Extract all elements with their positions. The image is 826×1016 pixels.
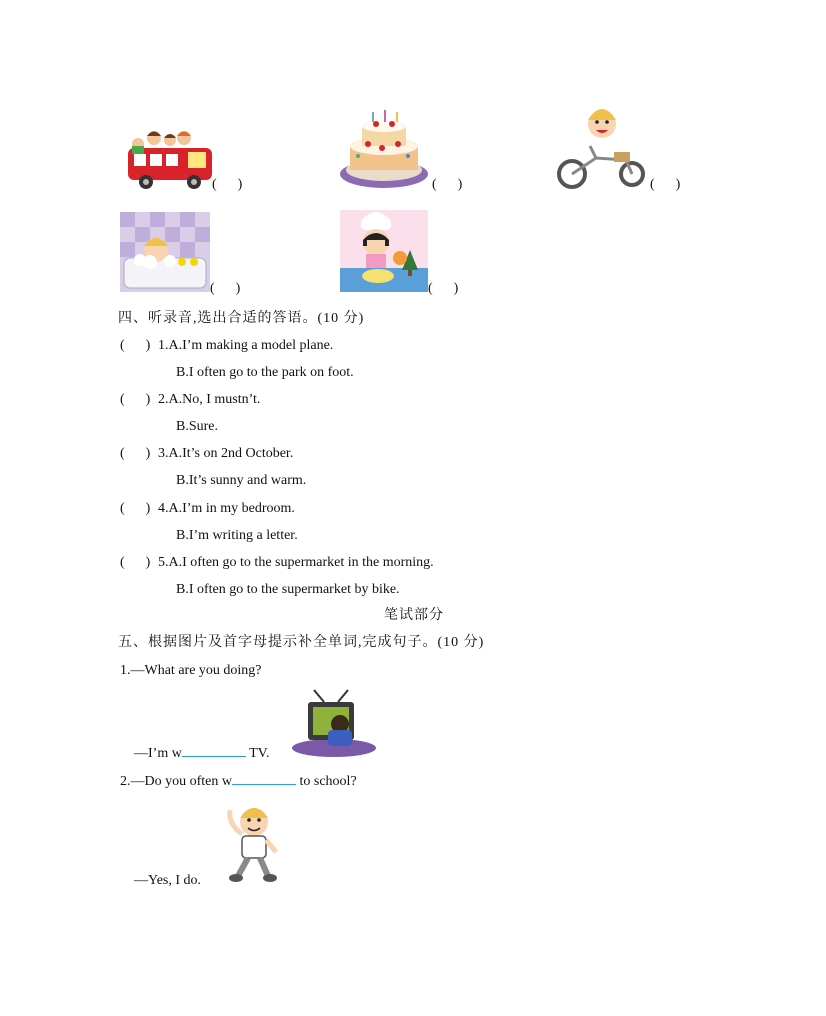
q1-option-b: B.I often go to the park on foot. <box>176 365 354 380</box>
q5-paren[interactable]: ( ) <box>120 555 151 570</box>
q5-option-a: 5.A.I often go to the supermarket in the morning. <box>158 555 434 570</box>
q3-option-b: B.It’s sunny and warm. <box>176 473 307 488</box>
s5-q2-question-post: to school? <box>296 774 357 789</box>
q1-option-a: 1.A.I’m making a model plane. <box>158 338 334 353</box>
watching-tv-picture <box>290 688 378 758</box>
walking-boy-picture <box>222 800 282 884</box>
answer-paren-bike[interactable]: ( ) <box>650 177 681 192</box>
bike-picture <box>556 102 652 190</box>
bus-picture <box>118 124 214 190</box>
q3-option-a: 3.A.It’s on 2nd October. <box>158 446 294 461</box>
s5-q2-answer: —Yes, I do. <box>134 873 202 888</box>
q3-paren[interactable]: ( ) <box>120 446 151 461</box>
bath-picture <box>120 212 210 292</box>
bus-icon <box>118 124 214 190</box>
q1-paren[interactable]: ( ) <box>120 338 151 353</box>
q4-paren[interactable]: ( ) <box>120 501 151 516</box>
s5-q1-blank[interactable] <box>182 744 246 757</box>
cooking-picture <box>340 210 428 292</box>
girl-cooking-icon <box>340 210 428 292</box>
answer-paren-cooking[interactable]: ( ) <box>428 281 459 296</box>
section5-heading: 五、根据图片及首字母提示补全单词,完成句子。(10 分) <box>118 635 485 650</box>
boy-watching-tv-icon <box>290 688 378 758</box>
q2-option-b: B.Sure. <box>176 419 218 434</box>
q4-option-b: B.I’m writing a letter. <box>176 528 298 543</box>
section4-heading: 四、听录音,选出合适的答语。(10 分) <box>118 311 365 326</box>
s5-q1-answer-post: TV. <box>245 746 270 761</box>
boy-riding-bike-icon <box>556 102 652 190</box>
s5-q2-question-pre: 2.—Do you often w <box>120 774 232 789</box>
boy-walking-icon <box>222 800 282 884</box>
q2-option-a: 2.A.No, I mustn’t. <box>158 392 261 407</box>
answer-paren-cake[interactable]: ( ) <box>432 177 463 192</box>
s5-q1-question: 1.—What are you doing? <box>120 663 262 678</box>
q2-paren[interactable]: ( ) <box>120 392 151 407</box>
answer-paren-bath[interactable]: ( ) <box>210 281 241 296</box>
cake-picture <box>338 110 430 190</box>
boy-in-bath-icon <box>120 212 210 292</box>
s5-q2-blank[interactable] <box>232 772 296 785</box>
birthday-cake-icon <box>338 110 430 190</box>
written-part-title: 笔试部分 <box>384 608 444 623</box>
q5-option-b: B.I often go to the supermarket by bike. <box>176 582 400 597</box>
s5-q1-answer-pre: —I’m w <box>134 746 182 761</box>
s5-q2-question <box>120 772 357 791</box>
s5-q1-answer <box>134 744 269 763</box>
answer-paren-bus[interactable]: ( ) <box>212 177 243 192</box>
q4-option-a: 4.A.I’m in my bedroom. <box>158 501 295 516</box>
